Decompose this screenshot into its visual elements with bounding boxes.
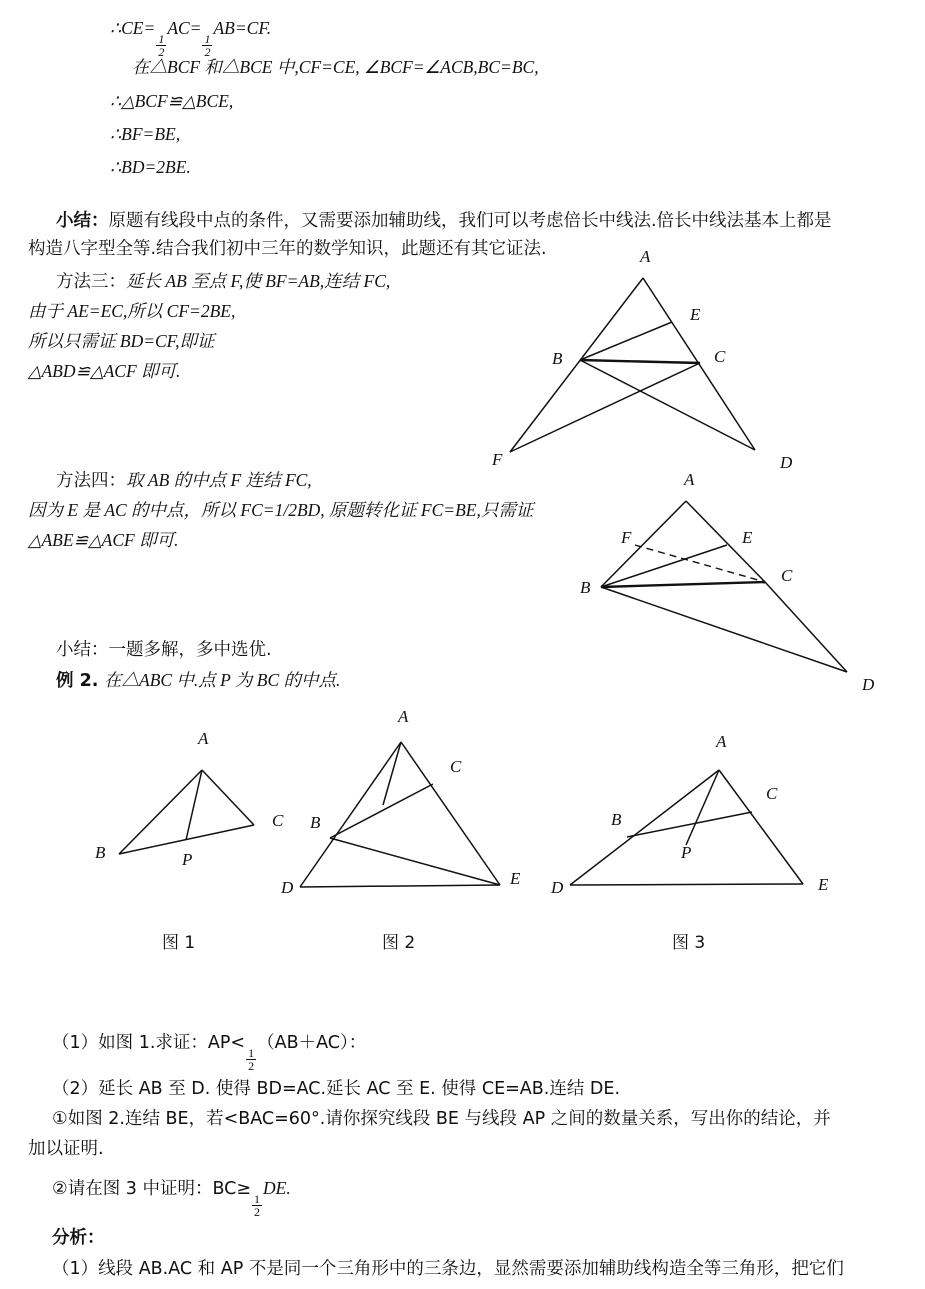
vertex-label-D: D: [780, 453, 793, 472]
segment: [383, 742, 401, 805]
method-3-line-2: 由于 AE=EC,所以 CF=2BE,: [28, 301, 236, 321]
proof-line-2: 在△BCF 和△BCE 中,CF=CE, ∠BCF=∠ACB,BC=BC,: [132, 57, 539, 77]
vertex-label-D: D: [551, 878, 564, 897]
vertex-label-E: E: [510, 869, 521, 888]
segment: [300, 885, 500, 887]
segment: [330, 784, 433, 838]
proof-line-1-text: ∴CE=: [110, 18, 156, 38]
method-4-line-1: 方法四：取 AB 的中点 F 连结 FC,: [56, 470, 312, 491]
example-2-heading: 例 2. 在△ABC 中.点 P 为 BC 的中点.: [56, 670, 341, 691]
proof-line-1: ∴CE= $\frac{1}{2}$ AC= $\frac{1}{2}$ AB=CF.: [110, 18, 272, 60]
analysis-line-1: （1）线段 AB.AC 和 AP 不是同一个三角形中的三条边，显然需要添加辅助线构造全等三角形，把它们: [52, 1259, 844, 1279]
method-3-label: 方法三：: [56, 272, 126, 292]
vertex-label-E: E: [818, 875, 829, 894]
segment: [570, 770, 719, 885]
segment: [719, 770, 803, 884]
vertex-label-E: E: [742, 528, 753, 547]
summary-2: 小结：一题多解，多中选优.: [56, 640, 272, 660]
method-3-line-4: △ABD≌△ACF 即可.: [28, 361, 181, 381]
question-2-sub-2: ②请在图 3 中证明：BC≥ $\frac{1}{2}$ DE.: [52, 1178, 291, 1220]
vertex-label-B: B: [611, 810, 622, 829]
method-3-line-3: 所以只需证 BD=CF,即证: [28, 331, 215, 351]
segment: [186, 770, 202, 840]
vertex-label-B: B: [310, 813, 321, 832]
vertex-label-C: C: [272, 811, 284, 830]
fraction-half-q1: $\frac{1}{2}$: [248, 1046, 255, 1074]
vertex-label-A: A: [198, 729, 209, 748]
vertex-label-B: B: [95, 843, 106, 862]
vertex-label-D: D: [281, 878, 294, 897]
question-2-sub-1-line-1: ①如图 2.连结 BE，若<BAC=60°.请你探究线段 BE 与线段 AP 之间的数量关系，写出你的结论，并: [52, 1109, 831, 1129]
figure-3-caption: 图 3: [672, 933, 706, 953]
proof-line-5: ∴BD=2BE.: [110, 157, 191, 177]
example-2-label: 例 2.: [56, 671, 99, 691]
method-4-line-2: 因为 E 是 AC 的中点，所以 FC=1/2BD, 原题转化证 FC=BE,只需证: [28, 500, 534, 520]
summary-1-label: 小结：: [56, 211, 109, 231]
figure-1-caption: 图 1: [162, 933, 196, 953]
question-2-sub-1-line-2: 加以证明.: [28, 1139, 104, 1159]
segment: [686, 770, 719, 845]
vertex-label-P: P: [681, 843, 692, 862]
vertex-label-C: C: [781, 566, 793, 585]
summary-1-line-2: 构造八字型全等.结合我们初中三年的数学知识，此题还有其它证法.: [28, 239, 547, 259]
vertex-label-E: E: [690, 305, 701, 324]
summary-1-line-1: 小结：原题有线段中点的条件，又需要添加辅助线，我们可以考虑倍长中线法.倍长中线法基本上都是: [56, 211, 832, 231]
method-4-line-3: △ABE≌△ACF 即可.: [28, 530, 179, 550]
vertex-label-A: A: [716, 732, 727, 751]
vertex-label-F: F: [621, 528, 632, 547]
segment: [570, 884, 803, 885]
vertex-label-B: B: [580, 578, 591, 597]
vertex-label-C: C: [766, 784, 778, 803]
figure-2-caption: 图 2: [382, 933, 416, 953]
segment: [202, 770, 254, 825]
segment: [330, 838, 500, 885]
fraction-half-a: $\frac{1}{2}$: [158, 32, 165, 60]
question-2: （2）延长 AB 至 D. 使得 BD=AC.延长 AC 至 E. 使得 CE=AB.连结 DE.: [52, 1079, 621, 1099]
vertex-label-C: C: [714, 347, 726, 366]
vertex-label-P: P: [182, 850, 193, 869]
method-3-line-1: 方法三：延长 AB 至点 F,使 BF=AB,连结 FC,: [56, 271, 391, 292]
proof-line-3: ∴△BCF≌△BCE,: [110, 91, 234, 111]
segment: [119, 770, 202, 854]
vertex-label-A: A: [398, 707, 409, 726]
segment: [627, 812, 752, 837]
analysis-label: 分析：: [52, 1228, 105, 1248]
summary-2-label: 小结：: [56, 640, 109, 660]
vertex-label-C: C: [450, 757, 462, 776]
fraction-half-b: $\frac{1}{2}$: [204, 32, 211, 60]
vertex-label-D: D: [862, 675, 875, 694]
vertex-label-F: F: [492, 450, 503, 469]
question-1: （1）如图 1.求证：AP< $\frac{1}{2}$ （AB＋AC）：: [52, 1033, 367, 1074]
method-4-label: 方法四：: [56, 471, 126, 491]
proof-line-4: ∴BF=BE,: [110, 124, 181, 144]
vertex-label-A: A: [684, 470, 695, 489]
vertex-label-B: B: [552, 349, 563, 368]
vertex-label-A: A: [640, 247, 651, 266]
fraction-half-q2: $\frac{1}{2}$: [254, 1192, 261, 1220]
